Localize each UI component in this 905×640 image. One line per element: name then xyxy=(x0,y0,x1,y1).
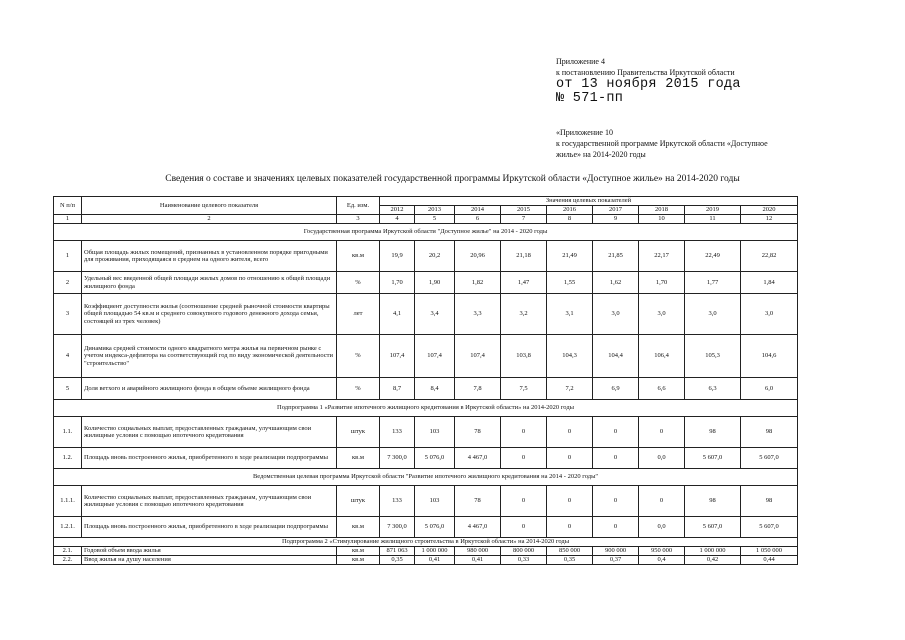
value-cell: 850 000 xyxy=(547,547,593,556)
value-cell: 0 xyxy=(639,486,685,517)
value-cell: 106,4 xyxy=(639,335,685,378)
header-year: 2013 xyxy=(415,206,455,215)
value-cell: 3,3 xyxy=(455,294,501,335)
value-cell: 0 xyxy=(501,417,547,448)
indicator-name: Ввод жилья на душу населения xyxy=(82,556,337,565)
value-cell: 103,8 xyxy=(501,335,547,378)
appendix-10-line-1: «Приложение 10 xyxy=(556,128,613,137)
value-cell: 6,3 xyxy=(685,378,741,400)
value-cell: 0,44 xyxy=(741,556,798,565)
value-cell: 1 000 000 xyxy=(685,547,741,556)
value-cell: 800 000 xyxy=(501,547,547,556)
table-row xyxy=(54,486,798,517)
column-number: 1 xyxy=(54,215,82,224)
table-row xyxy=(54,294,798,335)
value-cell: 1,77 xyxy=(685,272,741,294)
value-cell: 1,82 xyxy=(455,272,501,294)
value-cell: 107,4 xyxy=(380,335,415,378)
section-row xyxy=(54,400,798,417)
value-cell: 5 607,0 xyxy=(741,517,798,538)
unit-cell: % xyxy=(337,378,380,400)
appendix-10-header xyxy=(556,127,786,160)
value-cell: 0,0 xyxy=(639,517,685,538)
indicator-name: Количество социальных выплат, предоставленных гражданам, улучшающим свои жилищные условия с помощью ипотечного кредитования xyxy=(82,417,337,448)
column-number: 6 xyxy=(455,215,501,224)
indicator-name: Удельный вес введенной общей площади жилых домов по отношению к общей площади жилищного фонда xyxy=(82,272,337,294)
header-unit: Ед. изм. xyxy=(337,197,380,215)
value-cell: 105,3 xyxy=(685,335,741,378)
value-cell: 871 063 xyxy=(380,547,415,556)
header-year: 2014 xyxy=(455,206,501,215)
value-cell: 7,8 xyxy=(455,378,501,400)
table-row xyxy=(54,417,798,448)
value-cell: 6,9 xyxy=(593,378,639,400)
value-cell: 0 xyxy=(593,448,639,469)
column-number: 12 xyxy=(741,215,798,224)
value-cell: 7 300,0 xyxy=(380,448,415,469)
table-row xyxy=(54,241,798,272)
table-header-row xyxy=(54,197,798,206)
value-cell: 5 076,0 xyxy=(415,448,455,469)
value-cell: 8,4 xyxy=(415,378,455,400)
row-number: 2 xyxy=(54,272,82,294)
section-row xyxy=(54,538,798,547)
value-cell: 0 xyxy=(593,486,639,517)
section-title: Государственная программа Иркутской области "Доступное жилье" на 2014 - 2020 годы xyxy=(54,224,798,241)
value-cell: 0,42 xyxy=(685,556,741,565)
value-cell: 0,4 xyxy=(639,556,685,565)
indicator-name: Площадь вновь построенного жилья, приобретенного в ходе реализации подпрограммы xyxy=(82,517,337,538)
value-cell: 0 xyxy=(593,417,639,448)
value-cell: 7,5 xyxy=(501,378,547,400)
unit-cell: кв.м xyxy=(337,517,380,538)
column-number: 11 xyxy=(685,215,741,224)
value-cell: 0 xyxy=(501,517,547,538)
indicator-name: Годовой объем ввода жилья xyxy=(82,547,337,556)
table-row xyxy=(54,517,798,538)
row-number: 1.1. xyxy=(54,417,82,448)
value-cell: 0,35 xyxy=(547,556,593,565)
header-year: 2015 xyxy=(501,206,547,215)
table-row xyxy=(54,556,798,565)
value-cell: 21,18 xyxy=(501,241,547,272)
value-cell: 0 xyxy=(547,448,593,469)
header-num: N п/п xyxy=(54,197,82,215)
value-cell: 0 xyxy=(547,486,593,517)
value-cell: 133 xyxy=(380,486,415,517)
value-cell: 7 300,0 xyxy=(380,517,415,538)
value-cell: 3,0 xyxy=(741,294,798,335)
value-cell: 6,0 xyxy=(741,378,798,400)
column-number: 5 xyxy=(415,215,455,224)
value-cell: 21,49 xyxy=(547,241,593,272)
value-cell: 4,1 xyxy=(380,294,415,335)
column-number: 7 xyxy=(501,215,547,224)
row-number: 5 xyxy=(54,378,82,400)
value-cell: 4 467,0 xyxy=(455,448,501,469)
appendix-number: № 571-пп xyxy=(556,91,624,106)
value-cell: 3,0 xyxy=(593,294,639,335)
value-cell: 980 000 xyxy=(455,547,501,556)
indicator-name: Общая площадь жилых помещений, признанных в установленном порядке пригодными для проживания, приходящаяся в среднем на одного жителя, всего xyxy=(82,241,337,272)
value-cell: 950 000 xyxy=(639,547,685,556)
value-cell: 1,70 xyxy=(639,272,685,294)
value-cell: 103 xyxy=(415,486,455,517)
value-cell: 900 000 xyxy=(593,547,639,556)
value-cell: 98 xyxy=(685,417,741,448)
value-cell: 103 xyxy=(415,417,455,448)
section-title: Подпрограмма 2 «Стимулирование жилищного строительства в Иркутской области» на 2014-2020 годы xyxy=(54,538,798,547)
value-cell: 107,4 xyxy=(455,335,501,378)
row-number: 2.1. xyxy=(54,547,82,556)
unit-cell: кв.м xyxy=(337,448,380,469)
column-number: 2 xyxy=(82,215,337,224)
value-cell: 5 076,0 xyxy=(415,517,455,538)
unit-cell: кв.м xyxy=(337,556,380,565)
header-year: 2012 xyxy=(380,206,415,215)
appendix-date: от 13 ноября 2015 года xyxy=(556,77,741,92)
value-cell: 20,96 xyxy=(455,241,501,272)
value-cell: 22,82 xyxy=(741,241,798,272)
unit-cell: кв.м xyxy=(337,547,380,556)
value-cell: 21,85 xyxy=(593,241,639,272)
unit-cell: кв.м xyxy=(337,241,380,272)
column-number: 8 xyxy=(547,215,593,224)
indicator-name: Коэффициент доступности жилья (соотношение средней рыночной стоимости квартиры общей площадью 54 кв.м и среднего совокупного годового денежного дохода семьи, состоящей из трех человек) xyxy=(82,294,337,335)
unit-cell: лет xyxy=(337,294,380,335)
value-cell: 104,6 xyxy=(741,335,798,378)
value-cell: 19,9 xyxy=(380,241,415,272)
value-cell: 0 xyxy=(639,417,685,448)
value-cell: 78 xyxy=(455,417,501,448)
unit-cell: штук xyxy=(337,417,380,448)
row-number: 4 xyxy=(54,335,82,378)
appendix-10-line-2: к государственной программе Иркутской области «Доступное жилье» на 2014-2020 годы xyxy=(556,139,768,159)
unit-cell: штук xyxy=(337,486,380,517)
value-cell: 0,0 xyxy=(639,448,685,469)
value-cell: 0,37 xyxy=(593,556,639,565)
value-cell: 0 xyxy=(501,486,547,517)
section-row xyxy=(54,224,798,241)
section-row xyxy=(54,469,798,486)
indicator-name: Площадь вновь построенного жилья, приобретенного в ходе реализации подпрограммы xyxy=(82,448,337,469)
value-cell: 0,41 xyxy=(455,556,501,565)
indicator-name: Динамика средней стоимости одного квадратного метра жилья на первичном рынке с учетом индекса-дефлятора на соответствующий год по виду экономической деятельности "строительство" xyxy=(82,335,337,378)
value-cell: 1 050 000 xyxy=(741,547,798,556)
table-row xyxy=(54,335,798,378)
header-name: Наименование целевого показателя xyxy=(82,197,337,215)
value-cell: 22,17 xyxy=(639,241,685,272)
table-row xyxy=(54,272,798,294)
value-cell: 6,6 xyxy=(639,378,685,400)
value-cell: 3,4 xyxy=(415,294,455,335)
document-title: Сведения о составе и значениях целевых показателей государственной программы Иркутской области «Доступное жилье» на 2014-2020 годы xyxy=(165,174,740,184)
section-title: Ведомственная целевая программа Иркутской области "Развитие ипотечного жилищного кредитования на 2014 - 2020 годы" xyxy=(54,469,798,486)
value-cell: 1 000 000 xyxy=(415,547,455,556)
value-cell: 104,3 xyxy=(547,335,593,378)
value-cell: 1,84 xyxy=(741,272,798,294)
column-number: 10 xyxy=(639,215,685,224)
value-cell: 0 xyxy=(501,448,547,469)
indicator-name: Доля ветхого и аварийного жилищного фонда в общем объеме жилищного фонда xyxy=(82,378,337,400)
value-cell: 0,35 xyxy=(380,556,415,565)
appendix-line-1: Приложение 4 xyxy=(556,57,605,66)
value-cell: 0 xyxy=(547,417,593,448)
row-number: 3 xyxy=(54,294,82,335)
row-number: 1 xyxy=(54,241,82,272)
row-number: 1.2.1. xyxy=(54,517,82,538)
appendix-header xyxy=(556,56,741,106)
column-number: 3 xyxy=(337,215,380,224)
indicator-name: Количество социальных выплат, предоставленных гражданам, улучшающим свои жилищные условия с помощью ипотечного кредитования xyxy=(82,486,337,517)
appendix-line-2: к постановлению Правительства Иркутской области xyxy=(556,68,735,77)
value-cell: 3,0 xyxy=(639,294,685,335)
header-year: 2016 xyxy=(547,206,593,215)
section-title: Подпрограмма 1 «Развитие ипотечного жилищного кредитования в Иркутской области» на 2014-2020 годы xyxy=(54,400,798,417)
unit-cell: % xyxy=(337,272,380,294)
value-cell: 1,47 xyxy=(501,272,547,294)
indicators-table xyxy=(53,196,798,565)
value-cell: 4 467,0 xyxy=(455,517,501,538)
header-year: 2019 xyxy=(685,206,741,215)
value-cell: 0,41 xyxy=(415,556,455,565)
table-row xyxy=(54,448,798,469)
value-cell: 1,70 xyxy=(380,272,415,294)
value-cell: 5 607,0 xyxy=(685,517,741,538)
value-cell: 133 xyxy=(380,417,415,448)
value-cell: 1,90 xyxy=(415,272,455,294)
value-cell: 20,2 xyxy=(415,241,455,272)
value-cell: 104,4 xyxy=(593,335,639,378)
value-cell: 3,1 xyxy=(547,294,593,335)
row-number: 1.1.1. xyxy=(54,486,82,517)
table-row xyxy=(54,378,798,400)
row-number: 1.2. xyxy=(54,448,82,469)
value-cell: 98 xyxy=(741,486,798,517)
value-cell: 3,2 xyxy=(501,294,547,335)
value-cell: 5 607,0 xyxy=(741,448,798,469)
column-number: 9 xyxy=(593,215,639,224)
value-cell: 98 xyxy=(685,486,741,517)
value-cell: 7,2 xyxy=(547,378,593,400)
value-cell: 0 xyxy=(547,517,593,538)
header-year: 2020 xyxy=(741,206,798,215)
header-year: 2017 xyxy=(593,206,639,215)
value-cell: 107,4 xyxy=(415,335,455,378)
value-cell: 5 607,0 xyxy=(685,448,741,469)
table-column-numbers-row xyxy=(54,215,798,224)
column-number: 4 xyxy=(380,215,415,224)
value-cell: 8,7 xyxy=(380,378,415,400)
value-cell: 0,33 xyxy=(501,556,547,565)
header-year: 2018 xyxy=(639,206,685,215)
value-cell: 1,55 xyxy=(547,272,593,294)
header-values-group: Значения целевых показателей xyxy=(380,197,798,206)
value-cell: 0 xyxy=(593,517,639,538)
value-cell: 78 xyxy=(455,486,501,517)
unit-cell: % xyxy=(337,335,380,378)
value-cell: 98 xyxy=(741,417,798,448)
value-cell: 1,62 xyxy=(593,272,639,294)
value-cell: 3,0 xyxy=(685,294,741,335)
row-number: 2.2. xyxy=(54,556,82,565)
value-cell: 22,49 xyxy=(685,241,741,272)
table-row xyxy=(54,547,798,556)
